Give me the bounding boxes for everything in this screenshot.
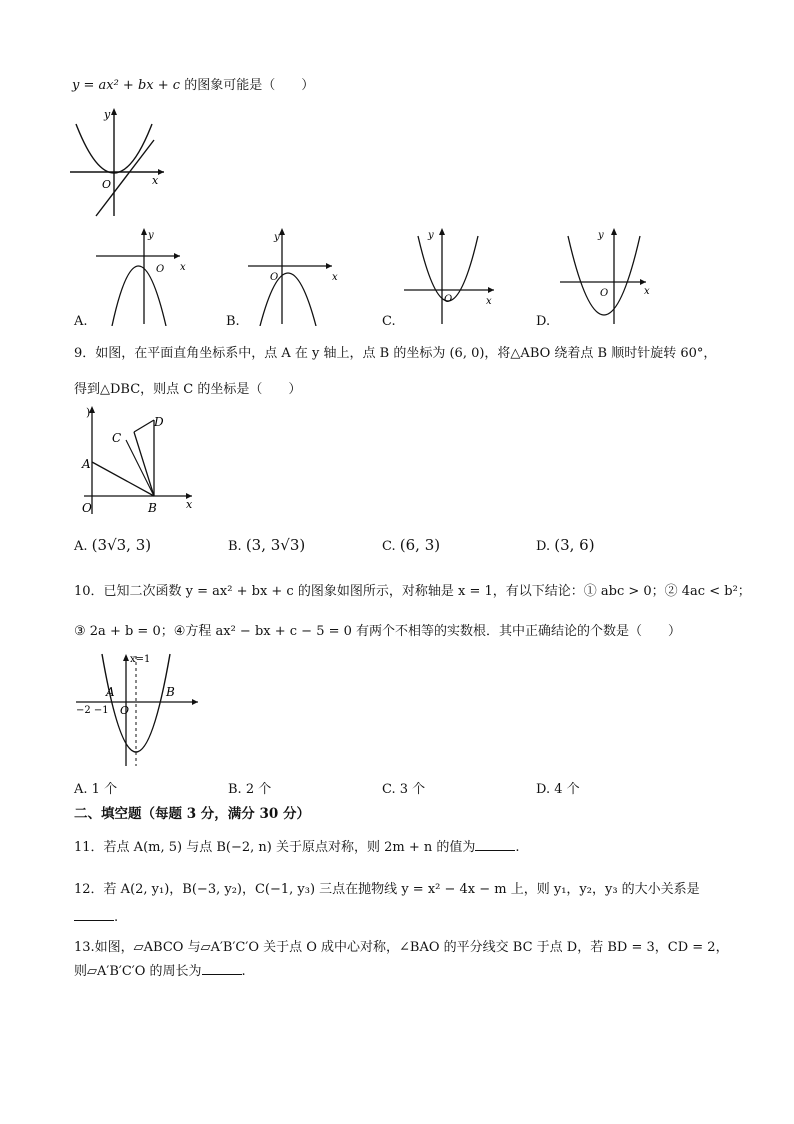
q9-option-b-text: (3, 3√3): [245, 536, 306, 554]
q12-answer-line: [74, 908, 118, 925]
q10-option-b-text: 2 个: [245, 782, 272, 797]
q10-figure: [76, 650, 206, 770]
q10-point-a-label: A: [106, 685, 115, 699]
q9-stem-line2: 得到△DBC，则点 C 的坐标是（ ）: [74, 382, 302, 397]
q10-stem-line1: 10．已知二次函数 y = ax² + bx + c 的图象如图所示，对称轴是 x = 1，有以下结论：① abc > 0；② 4ac < b²；: [74, 584, 751, 599]
q10-option-a[interactable]: [74, 778, 117, 797]
q8-option-d-label[interactable]: D.: [536, 314, 551, 329]
q12-answer-blank[interactable]: [74, 908, 114, 921]
q8-option-d-graph[interactable]: [556, 226, 660, 326]
q10-axis-label: x=1: [130, 654, 151, 665]
q8-a-origin-label: O: [156, 264, 165, 275]
q10-option-c-text: 3 个: [399, 782, 426, 797]
q12-end: .: [114, 910, 119, 925]
q9-x-label: x: [186, 498, 193, 511]
q9-option-b[interactable]: [228, 536, 305, 554]
q8-d-y-label: y: [598, 230, 604, 241]
q11-answer-blank[interactable]: [475, 838, 515, 851]
q8-reference-figure: [66, 104, 176, 224]
q9-option-d-text: (3, 6): [554, 536, 595, 554]
q8-d-x-label: x: [644, 286, 650, 297]
q10-option-b[interactable]: [228, 778, 271, 797]
q10-origin-label: O: [120, 704, 130, 717]
q10-option-c[interactable]: [382, 778, 425, 797]
q11-end: .: [515, 840, 520, 855]
q9-figure: [74, 402, 204, 520]
q13-answer-blank[interactable]: [202, 962, 242, 975]
q13-stem-line1: 13.如图，▱ABCO 与▱A′B′C′O 关于点 O 成中心对称，∠BAO 的平分线交 BC 于点 D，若 BD = 3，CD = 2，: [74, 940, 729, 955]
q9-point-c-label: C: [112, 431, 122, 445]
q9-option-c-text: (6, 3): [399, 536, 441, 554]
q10-stem-line2: ③ 2a + b = 0；④方程 ax² − bx + c − 5 = 0 有两个不相等的实数根．其中正确结论的个数是（ ）: [74, 624, 682, 639]
q9-point-b-label: B: [148, 501, 157, 515]
q8-option-c-label[interactable]: C.: [382, 314, 396, 329]
q9-option-c-letter: C.: [382, 539, 396, 554]
q10-option-a-text: 1 个: [91, 782, 118, 797]
q9-option-b-letter: B.: [228, 539, 242, 554]
q8-c-origin-label: O: [444, 294, 453, 305]
q12-stem-line1: 12．若 A(2, y₁)，B(−3, y₂)，C(−1, y₃) 三点在抛物线 y = x² − 4x − m 上，则 y₁，y₂，y₃ 的大小关系是: [74, 882, 700, 897]
q10-point-b-label: B: [166, 685, 175, 699]
q10-option-a-letter: A.: [74, 782, 88, 797]
q10-option-c-letter: C.: [382, 782, 396, 797]
q9-point-a-label: A: [82, 457, 91, 471]
q9-origin-label: O: [82, 501, 92, 515]
q8-a-x-label: x: [180, 262, 186, 273]
section2-heading: 二、填空题（每题 3 分，满分 30 分）: [74, 806, 310, 822]
q8-b-x-label: x: [332, 272, 338, 283]
q9-option-a-text: (3√3, 3): [91, 536, 152, 554]
q9-option-d-letter: D.: [536, 539, 551, 554]
q8-stem: [72, 74, 314, 93]
q8-d-origin-label: O: [600, 288, 609, 299]
q13-line2-text: 则▱A′B′C′O 的周长为: [74, 964, 202, 979]
q8-option-b-graph[interactable]: [244, 226, 348, 326]
q10-option-b-letter: B.: [228, 782, 242, 797]
q9-stem-line1: 9．如图，在平面直角坐标系中，点 A 在 y 轴上，点 B 的坐标为 (6, 0)，将△ABO 绕着点 B 顺时针旋转 60°，: [74, 346, 717, 361]
q8-b-origin-label: O: [270, 272, 279, 283]
q10-option-d-text: 4 个: [554, 782, 580, 797]
q8-stem-text: 的图象可能是（ ）: [184, 78, 315, 93]
q9-y-label: ): [86, 406, 91, 419]
q8-option-c-graph[interactable]: [400, 226, 504, 326]
q8-a-y-label: y: [148, 230, 154, 241]
q9-option-c[interactable]: [382, 536, 440, 554]
q8-c-x-label: x: [486, 296, 492, 307]
q11-text: 11．若点 A(m, 5) 与点 B(−2, n) 关于原点对称，则 2m + n 的值为: [74, 840, 476, 855]
q8-option-a-graph[interactable]: [92, 226, 196, 326]
q8-c-y-label: y: [428, 230, 434, 241]
q9-option-a-letter: A.: [74, 539, 88, 554]
q9-option-d[interactable]: [536, 536, 595, 554]
q8-option-a-label[interactable]: A.: [74, 314, 88, 329]
q10-tick-labels: −2 −1: [76, 705, 109, 716]
q10-option-d-letter: D.: [536, 782, 551, 797]
q11-line: [74, 836, 520, 855]
q9-point-d-label: D: [154, 415, 164, 429]
q13-stem-line2: [74, 960, 246, 979]
q8-b-y-label: y: [274, 232, 280, 243]
q9-option-a[interactable]: [74, 536, 151, 554]
q8-stem-expr: y = ax² + bx + c: [72, 78, 181, 93]
q8-ref-origin-label: O: [102, 178, 112, 191]
q8-ref-y-label: y: [104, 108, 111, 121]
q10-option-d[interactable]: [536, 778, 580, 797]
q8-option-b-label[interactable]: B.: [226, 314, 240, 329]
q8-ref-x-label: x: [152, 174, 159, 187]
q13-end: .: [241, 964, 246, 979]
